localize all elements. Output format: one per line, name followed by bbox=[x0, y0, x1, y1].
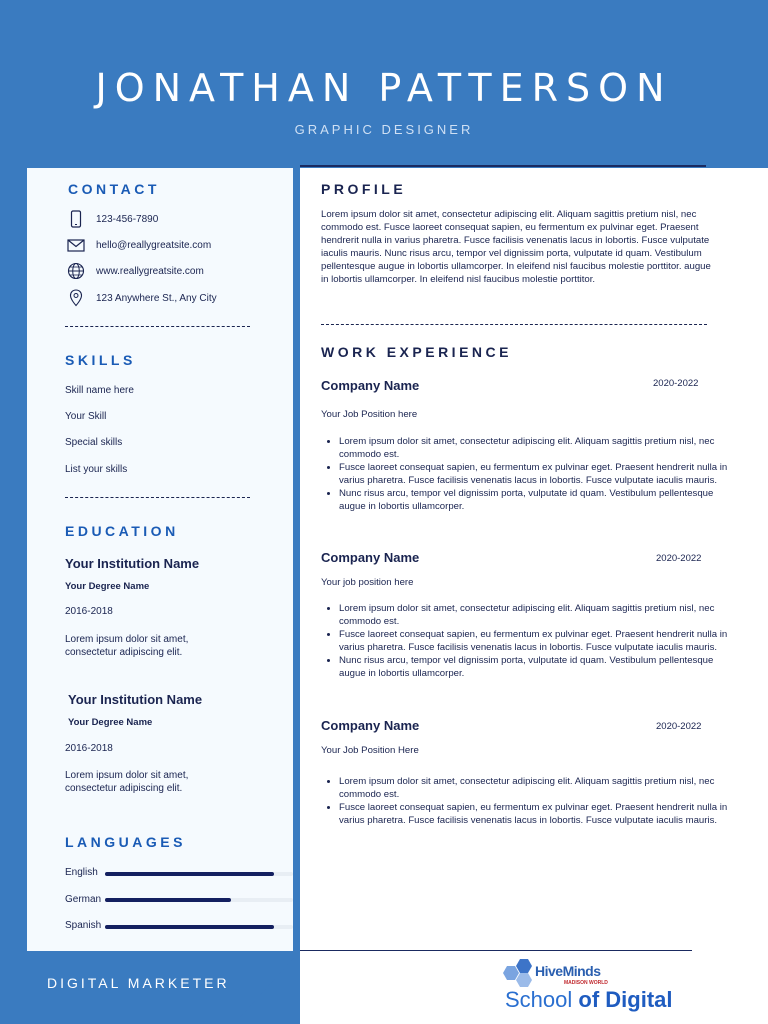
logo-brand: HiveMinds bbox=[535, 963, 601, 979]
contact-website-row bbox=[66, 261, 204, 281]
job-bullet: • Fusce laoreet consequat sapien, eu fermentum ex pulvinar eget. Praesent hendrerit nulla in varius pharetra. Fusce facilisis venenatis lacus in lobortis. Fusce vulputate iaculis mauris. bbox=[339, 801, 729, 827]
languages-heading: LANGUAGES bbox=[65, 834, 186, 850]
job-bullet: • Fusce laoreet consequat sapien, eu fermentum ex pulvinar eget. Praesent hendrerit nulla in varius pharetra. Fusce facilisis venenatis lacus in lobortis. Fusce vulputate iaculis mauris. bbox=[339, 628, 729, 654]
job-position: Your Job Position here bbox=[321, 409, 418, 420]
logo-school-of: of bbox=[578, 987, 600, 1012]
profile-heading: PROFILE bbox=[321, 181, 407, 197]
contact-divider bbox=[65, 326, 250, 327]
hexagon-shape bbox=[516, 959, 532, 973]
globe-icon bbox=[66, 261, 86, 281]
logo-school-text bbox=[505, 987, 673, 1013]
hexagon-shape bbox=[516, 973, 532, 987]
job-bullet: • Lorem ipsum dolor sit amet, consectetur adipiscing elit. Aliquam sagittis pretium nisl, nec commodo est. bbox=[339, 435, 729, 461]
job-bullet: • Nunc risus arcu, tempor vel dignissim porta, vulputate id quam. Vestibulum pellentesque augue in lobortis ullamcorper. bbox=[339, 654, 729, 680]
language-level-fill bbox=[105, 898, 231, 902]
contact-address: 123 Anywhere St., Any City bbox=[96, 292, 217, 304]
skill-item: List your skills bbox=[65, 464, 128, 475]
mail-icon bbox=[66, 235, 86, 255]
education-description: Lorem ipsum dolor sit amet, consectetur adipiscing elit. bbox=[65, 770, 189, 794]
language-level-fill bbox=[105, 925, 274, 929]
skills-divider bbox=[65, 497, 250, 498]
location-pin-icon bbox=[66, 288, 86, 308]
contact-email-row bbox=[66, 235, 211, 255]
candidate-title: GRAPHIC DESIGNER bbox=[294, 122, 474, 137]
education-description: Lorem ipsum dolor sit amet, consectetur adipiscing elit. bbox=[65, 634, 189, 658]
skills-heading: SKILLS bbox=[65, 352, 136, 368]
job-years: 2020-2022 bbox=[656, 553, 702, 564]
job-bullets bbox=[321, 775, 729, 827]
job-bullet: • Fusce laoreet consequat sapien, eu fermentum ex pulvinar eget. Praesent hendrerit nulla in varius pharetra. Fusce facilisis venenatis lacus in lobortis. Fusce vulputate iaculis mauris. bbox=[339, 461, 729, 487]
job-bullet: • Lorem ipsum dolor sit amet, consectetur adipiscing elit. Aliquam sagittis pretium nisl, nec commodo est. bbox=[339, 602, 729, 628]
language-name: German bbox=[65, 894, 102, 905]
education-degree: Your Degree Name bbox=[65, 581, 150, 592]
logo-tagline: MADISON WORLD bbox=[564, 980, 608, 986]
contact-phone[interactable]: 123-456-7890 bbox=[96, 213, 159, 225]
job-bullets bbox=[321, 602, 729, 680]
profile-divider bbox=[321, 324, 707, 325]
language-level-bar bbox=[105, 925, 293, 929]
logo-school-prefix: School bbox=[505, 987, 579, 1012]
skill-item: Skill name here bbox=[65, 385, 134, 396]
language-level-fill bbox=[105, 872, 274, 876]
skill-item: Special skills bbox=[65, 437, 123, 448]
experience-heading: WORK EXPERIENCE bbox=[321, 344, 512, 360]
skill-item: Your Skill bbox=[65, 411, 107, 422]
language-name: Spanish bbox=[65, 920, 102, 931]
logo-school-suffix: Digital bbox=[599, 987, 673, 1012]
job-bullet: • Nunc risus arcu, tempor vel dignissim porta, vulputate id quam. Vestibulum pellentesque augue in lobortis ullamcorper. bbox=[339, 487, 729, 513]
language-name: English bbox=[65, 867, 98, 878]
job-company: Company Name bbox=[321, 718, 420, 733]
phone-icon bbox=[66, 209, 86, 229]
job-company: Company Name bbox=[321, 378, 420, 393]
job-years: 2020-2022 bbox=[653, 378, 699, 389]
language-level-bar bbox=[105, 898, 293, 902]
language-level-bar bbox=[105, 872, 293, 876]
contact-phone-row bbox=[66, 209, 158, 229]
education-heading: EDUCATION bbox=[65, 523, 179, 539]
profile-text: Lorem ipsum dolor sit amet, consectetur adipiscing elit. Aliquam sagittis pretium nisl, nec commodo est. Fusce laoreet consequat sapien, eu fermentum ex pulvinar eget. Praesent hendrerit nulla in varius pharetra. Fusce facilisis venenatis lacus in lobortis. Fusce vulputate iaculis mauris. Nunc risus arcu, tempor vel dignissim porta, vulputate id quam. Vestibulum pellentesque augue in lobortis ullamcorper. In eleifend nisl faucibus molestie porttitor. augue in lobortis ullamcorper. In eleifend nisl faucibus molestie porttitor. bbox=[321, 209, 711, 285]
job-position: Your job position here bbox=[321, 577, 414, 588]
contact-heading: CONTACT bbox=[68, 181, 160, 197]
contact-website[interactable]: www.reallygreatsite.com bbox=[96, 265, 204, 277]
job-company: Company Name bbox=[321, 550, 420, 565]
hexagon-shape bbox=[503, 966, 519, 980]
education-years: 2016-2018 bbox=[65, 606, 113, 617]
job-position: Your Job Position Here bbox=[321, 745, 419, 756]
candidate-name: JONATHAN PATTERSON bbox=[95, 66, 673, 110]
job-bullet: • Lorem ipsum dolor sit amet, consectetur adipiscing elit. Aliquam sagittis pretium nisl, nec commodo est. bbox=[339, 775, 729, 801]
education-institution: Your Institution Name bbox=[68, 692, 203, 707]
contact-address-row bbox=[66, 288, 217, 308]
bottom-divider bbox=[300, 950, 692, 951]
job-bullets bbox=[321, 435, 729, 513]
contact-email[interactable]: hello@reallygreatsite.com bbox=[96, 239, 212, 251]
education-degree: Your Degree Name bbox=[68, 717, 153, 728]
education-institution: Your Institution Name bbox=[65, 556, 200, 571]
top-divider bbox=[300, 165, 706, 167]
job-years: 2020-2022 bbox=[656, 721, 702, 732]
footer-role-text: DIGITAL MARKETER bbox=[47, 975, 230, 991]
hiveminds-logo bbox=[500, 956, 710, 1016]
education-years: 2016-2018 bbox=[65, 743, 113, 754]
